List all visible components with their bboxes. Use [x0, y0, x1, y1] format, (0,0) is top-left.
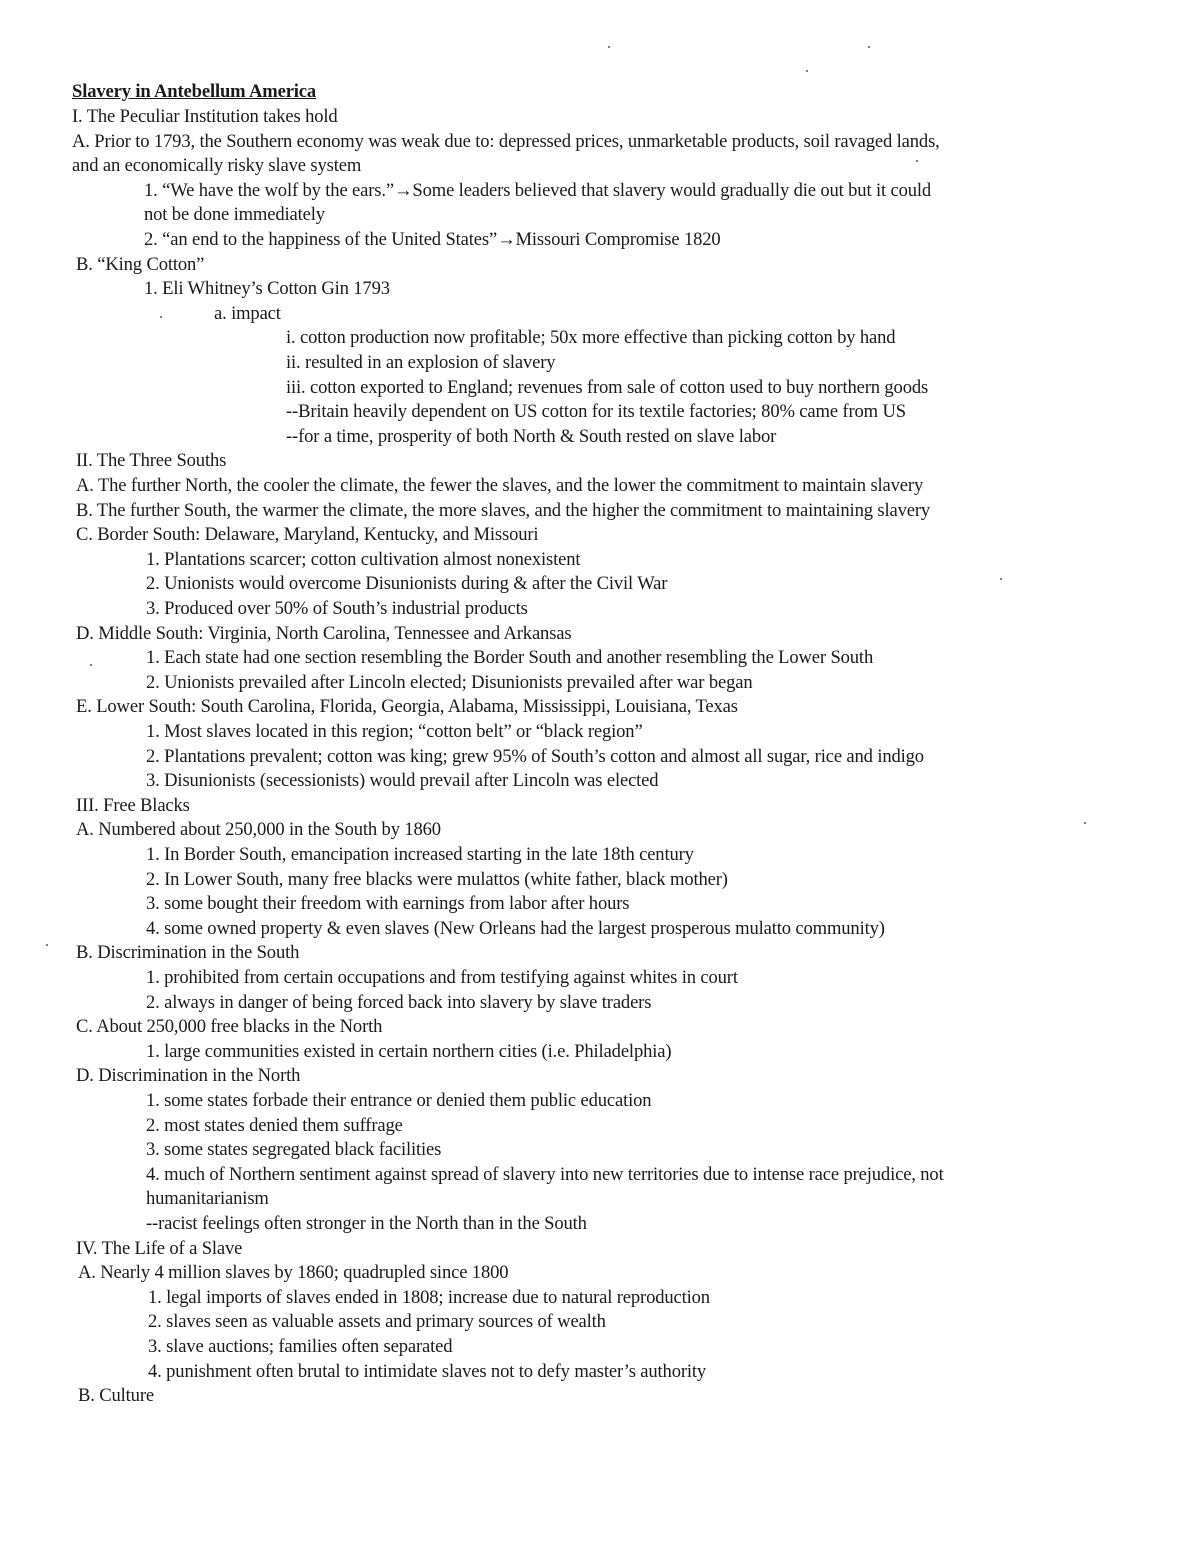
outline-line: 1. Each state had one section resembling the Border South and another resembling the Lower South	[146, 647, 874, 669]
outline-line: not be done immediately	[144, 204, 325, 226]
outline-line: 3. Produced over 50% of South’s industrial products	[146, 598, 528, 619]
scan-speck	[1084, 822, 1086, 824]
outline-line: A. Numbered about 250,000 in the South by 1860	[76, 819, 441, 841]
outline-line: C. Border South: Delaware, Maryland, Kentucky, and Missouri	[76, 524, 539, 546]
outline-line: 3. slave auctions; families often separated	[148, 1336, 453, 1357]
outline-line: IV. The Life of a Slave	[76, 1237, 243, 1259]
outline-line: D. Middle South: Virginia, North Carolina, Tennessee and Arkansas	[76, 622, 572, 644]
outline-line: 3. some bought their freedom with earnings from labor after hours	[146, 893, 630, 915]
outline-line: A. Prior to 1793, the Southern economy was weak due to: depressed prices, unmarketable products, soil ravaged lands,	[72, 130, 940, 152]
outline-line: 3. some states segregated black facilities	[146, 1139, 442, 1161]
outline-line: --Britain heavily dependent on US cotton for its textile factories; 80% came from US	[286, 401, 906, 423]
outline-line: 1. Most slaves located in this region; “cotton belt” or “black region”	[146, 721, 643, 742]
outline-line: 1. legal imports of slaves ended in 1808; increase due to natural reproduction	[148, 1286, 710, 1308]
outline-line: A. The further North, the cooler the climate, the fewer the slaves, and the lower the commitment to maintain slavery	[76, 475, 924, 496]
outline-line: II. The Three Souths	[76, 450, 227, 472]
outline-line: A. Nearly 4 million slaves by 1860; quadrupled since 1800	[78, 1262, 509, 1284]
outline-line: E. Lower South: South Carolina, Florida, Georgia, Alabama, Mississippi, Louisiana, Texas	[76, 696, 738, 718]
outline-line: humanitarianism	[146, 1188, 269, 1210]
outline-line: 3. Disunionists (secessionists) would prevail after Lincoln was elected	[146, 770, 659, 792]
outline-line: 1. Eli Whitney’s Cotton Gin 1793	[144, 278, 390, 300]
scan-speck	[608, 46, 610, 48]
outline-line: 4. punishment often brutal to intimidate slaves not to defy master’s authority	[148, 1360, 707, 1382]
outline-line: 1. prohibited from certain occupations and from testifying against whites in court	[146, 967, 738, 988]
outline-line: 4. much of Northern sentiment against spread of slavery into new territories due to intense race prejudice, not	[146, 1163, 944, 1185]
outline-line: 1. some states forbade their entrance or denied them public education	[146, 1090, 652, 1111]
outline-line: D. Discrimination in the North	[76, 1065, 301, 1087]
outline-line: B. The further South, the warmer the climate, the more slaves, and the higher the commitment to maintaining slavery	[76, 499, 931, 521]
outline-line: 2. “an end to the happiness of the United States”→Missouri Compromise 1820	[144, 229, 721, 250]
outline-line: 1. In Border South, emancipation increased starting in the late 18th century	[146, 844, 694, 865]
outline-line: iii. cotton exported to England; revenues from sale of cotton used to buy northern goods	[286, 376, 929, 398]
outline-line: B. “King Cotton”	[76, 253, 205, 275]
outline-line: B. Discrimination in the South	[76, 942, 300, 964]
outline-line: i. cotton production now profitable; 50x more effective than picking cotton by hand	[286, 327, 896, 349]
outline-line: III. Free Blacks	[76, 794, 190, 816]
outline-line: a. impact	[214, 302, 281, 324]
outline-line: 1. “We have the wolf by the ears.”→Some leaders believed that slavery would gradually die out but it could	[144, 179, 932, 201]
scan-speck	[806, 70, 808, 72]
outline-line: 4. some owned property & even slaves (New Orleans had the largest prosperous mulatto community)	[146, 917, 885, 939]
scan-speck	[1000, 578, 1002, 580]
outline-line: I. The Peculiar Institution takes hold	[72, 106, 338, 127]
outline-line: 2. slaves seen as valuable assets and primary sources of wealth	[148, 1311, 606, 1333]
scan-speck	[160, 316, 162, 318]
outline-line: --racist feelings often stronger in the North than in the South	[146, 1213, 587, 1234]
outline-line: and an economically risky slave system	[72, 155, 362, 177]
outline-line: 2. Unionists would overcome Disunionists during & after the Civil War	[146, 573, 668, 595]
outline-line: 2. always in danger of being forced back into slavery by slave traders	[146, 991, 652, 1013]
outline-line: 1. large communities existed in certain northern cities (i.e. Philadelphia)	[146, 1040, 672, 1062]
outline-line: 2. most states denied them suffrage	[146, 1114, 403, 1136]
scan-speck	[46, 944, 48, 946]
outline-line: --for a time, prosperity of both North & South rested on slave labor	[286, 425, 777, 447]
page-title: Slavery in Antebellum America	[72, 81, 317, 102]
outline-line: 2. Plantations prevalent; cotton was king; grew 95% of South’s cotton and almost all sugar, rice and indigo	[146, 745, 924, 767]
outline-line: B. Culture	[78, 1385, 154, 1407]
outline-line: 1. Plantations scarcer; cotton cultivation almost nonexistent	[146, 548, 581, 570]
outline-line: C. About 250,000 free blacks in the North	[76, 1016, 383, 1038]
outline-line: 2. In Lower South, many free blacks were mulattos (white father, black mother)	[146, 868, 728, 890]
outline-line: ii. resulted in an explosion of slavery	[286, 352, 556, 373]
scan-speck	[868, 46, 870, 48]
outline-line: 2. Unionists prevailed after Lincoln elected; Disunionists prevailed after war began	[146, 671, 753, 693]
scan-speck	[916, 160, 918, 162]
scan-speck	[90, 664, 92, 666]
